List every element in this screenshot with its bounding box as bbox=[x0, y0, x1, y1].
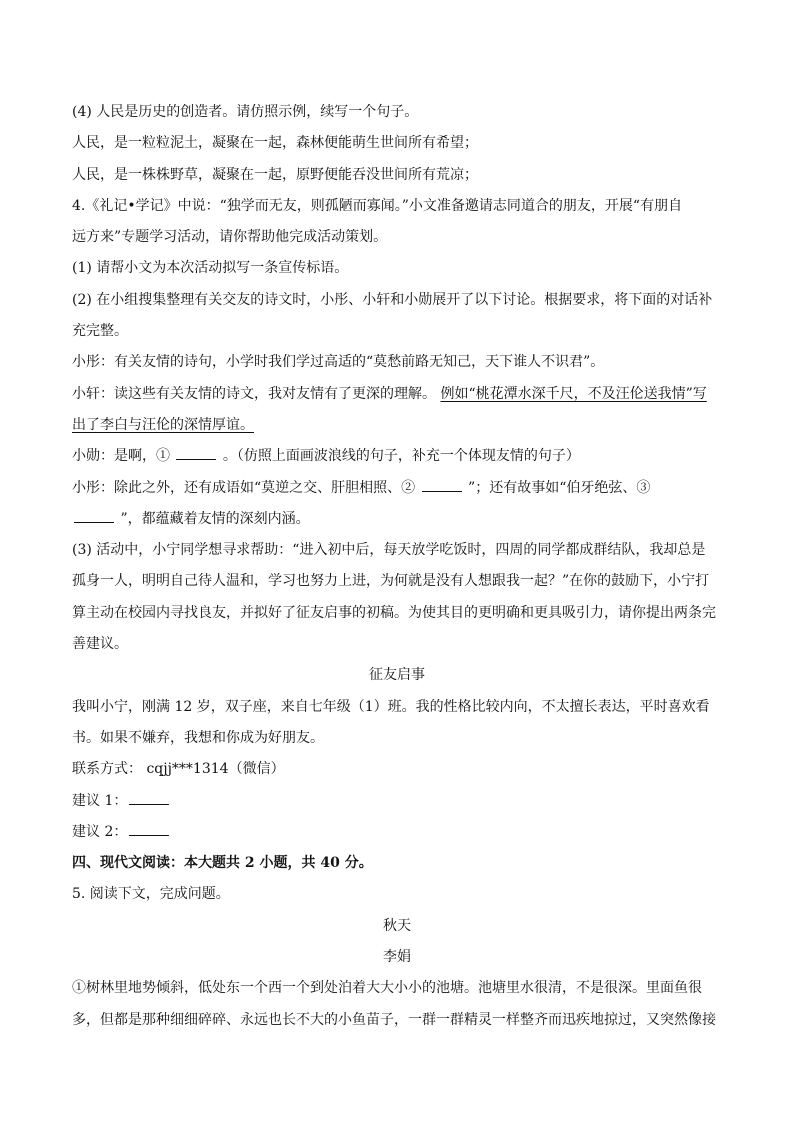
dialogue-line-4 bbox=[72, 473, 722, 504]
q4-intro-line-2: 远方来”专题学习活动，请你帮助他完成活动策划。 bbox=[72, 229, 388, 246]
q5-prompt: 5. 阅读下文，完成问题。 bbox=[72, 886, 230, 903]
advice-1-blank[interactable] bbox=[129, 790, 169, 805]
dialogue-3-end: 。（仿照上面画波浪线的句子，补充一个体现友情的句子） bbox=[218, 448, 580, 465]
q3-4-prompt: (4) 人民是历史的创造者。请仿照示例，续写一个句子。 bbox=[72, 104, 419, 120]
q4-sub-3-line-1: (3) 活动中，小宁同学想寻求帮助：“进入初中后，每天放学吃饭时，四周的同学都成群结队，我却总是 bbox=[72, 542, 706, 559]
q4-sub-3-line-4: 善建议。 bbox=[72, 636, 128, 653]
dialogue-line-2-cont bbox=[72, 410, 722, 441]
dialogue-line-4-cont bbox=[72, 504, 722, 535]
wavy-underlined-sentence: 例如“桃花潭水深千尺，不及汪伦送我情”写 bbox=[440, 385, 707, 402]
q4-sub-3-line-2: 孤身一人，明明自己待人温和，学习也努力上进，为何就是没有人想跟我一起？”在你的鼓励下，小宁打 bbox=[72, 573, 710, 590]
advice-2-blank[interactable] bbox=[129, 821, 169, 836]
article-title: 秋天 bbox=[383, 917, 411, 934]
article-para-1-line-2: 多，但都是那种细细碎碎、永远也长不大的小鱼苗子，一群一群精灵一样整齐而迅疾地掠过，又突然像接 bbox=[72, 1011, 716, 1028]
advice-2-line bbox=[72, 817, 722, 848]
dialogue-4-mid: ”；还有故事如“伯牙绝弦、③ bbox=[463, 479, 651, 496]
dialogue-line-3 bbox=[72, 441, 722, 472]
dialogue-2-text: 小轩：读这些有关友情的诗文，我对友情有了更深的理解。 bbox=[72, 385, 441, 402]
dialogue-line-1: 小彤：有关友情的诗句，小学时我们学过高适的“莫愁前路无知己，天下谁人不识君”。 bbox=[72, 354, 605, 371]
notice-line-2: 书。如果不嫌弃，我想和你成为好朋友。 bbox=[72, 729, 324, 746]
answer-blank-1[interactable] bbox=[176, 445, 216, 460]
advice-1-label: 建议 1： bbox=[72, 792, 128, 809]
q4-sub-1: (1) 请帮小文为本次活动拟写一条宣传标语。 bbox=[72, 260, 349, 277]
q4-intro-line-1: 4.《礼记•学记》中说：“独学而无友，则孤陋而寡闻。”小文准备邀请志同道合的朋友，开展“有朋自 bbox=[72, 197, 683, 214]
answer-blank-3[interactable] bbox=[74, 508, 114, 523]
notice-line-1: 我叫小宁，刚满 12 岁，双子座，来自七年级（1）班。我的性格比较内向，不太擅长表达，平时喜欢看 bbox=[72, 698, 710, 715]
article-para-1-line-1: ①树林里地势倾斜，低处东一个西一个到处泊着大大小小的池塘。池塘里水很清，不是很深。里面鱼很 bbox=[72, 980, 702, 997]
q4-sub-3-line-3: 算主动在校园内寻找良友，并拟好了征友启事的初稿。为使其目的更明确和更具吸引力，请你提出两条完 bbox=[72, 604, 716, 621]
dialogue-4-end: ”，都蕴藏着友情的深刻内涵。 bbox=[116, 510, 310, 527]
advice-1-line bbox=[72, 786, 722, 817]
article-author: 李娟 bbox=[383, 949, 411, 966]
section-4-heading: 四、现代文阅读：本大题共 2 小题，共 40 分。 bbox=[72, 855, 373, 872]
wavy-underlined-sentence-cont: 出了李白与汪伦的深情厚谊。 bbox=[72, 416, 254, 433]
notice-contact: 联系方式： cqjj***1314（微信） bbox=[72, 761, 285, 778]
answer-blank-2[interactable] bbox=[422, 477, 462, 492]
dialogue-4-start: 小彤：除此之外，还有成语如“莫逆之交、肝胆相照、② bbox=[72, 479, 420, 496]
notice-title: 征友启事 bbox=[369, 667, 425, 684]
q3-4-example-1: 人民，是一粒粒泥土，凝聚在一起，森林便能萌生世间所有希望； bbox=[72, 135, 478, 152]
document-page bbox=[72, 97, 722, 1036]
q4-sub-2-line-1: (2) 在小组搜集整理有关交友的诗文时，小彤、小轩和小勋展开了以下讨论。根据要求，将下面的对话补 bbox=[72, 291, 713, 308]
q4-sub-2-line-2: 充完整。 bbox=[72, 323, 128, 340]
dialogue-line-2 bbox=[72, 379, 722, 410]
advice-2-label: 建议 2： bbox=[72, 823, 128, 840]
dialogue-3-start: 小勋：是啊，① bbox=[72, 448, 175, 465]
q3-4-example-2: 人民，是一株株野草，凝聚在一起，原野便能吞没世间所有荒凉； bbox=[72, 166, 478, 183]
